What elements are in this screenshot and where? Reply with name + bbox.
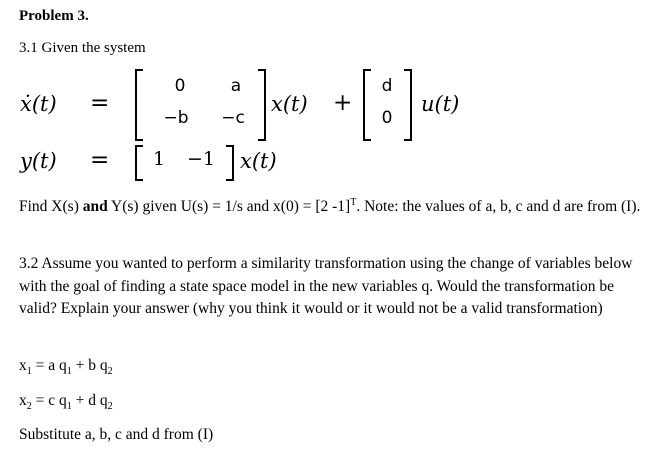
output-lhs: y(t) (20, 149, 57, 173)
matrix-b-left-bracket (363, 69, 371, 141)
matrix-c-left-bracket (135, 145, 143, 181)
plus-sign: + (333, 90, 353, 116)
matrix-b-cell-1: d (381, 76, 393, 96)
output-equals-sign: = (90, 147, 110, 173)
section-3-2-paragraph: 3.2 Assume you wanted to perform a similarity transformation using the change of variables below with the goal of finding a state space model in the new variables q. Would the transformation be valid? Explain your answer (why you think it would or it would not be a valid transformation) (19, 255, 633, 317)
state-x-term: x(t) (271, 92, 308, 116)
matrix-a-cell-12: a (230, 76, 242, 96)
matrix-c-right-bracket (226, 145, 234, 181)
state-equals-sign: = (90, 90, 110, 116)
matrix-c-cell-1: 1 (153, 148, 166, 170)
substitute-line: Substitute a, b, c and d from (I) (19, 426, 214, 443)
matrix-b-right-bracket (404, 69, 412, 141)
find-paragraph: Find X(s) and Y(s) given U(s) = 1/s and x(0) = [2 -1]$^T$. Note: the values of a, b, c and d are from (I). (19, 196, 641, 215)
output-x-term: x(t) (240, 149, 277, 173)
matrix-a-cell-22: −c (221, 108, 245, 128)
matrix-a-left-bracket (135, 69, 143, 141)
matrix-a-cell-11: 0 (174, 76, 186, 96)
transform-equation-1: $x_1 = a$ $q_1 + b$ $q_2$ (19, 357, 113, 378)
transform-equation-2: $x_2 = c$ $q_1 + d$ $q_2$ (19, 392, 113, 413)
section-3-1-heading: 3.1 Given the system (19, 40, 146, 56)
matrix-b-cell-2: 0 (381, 108, 393, 128)
problem-title: Problem 3. (19, 8, 89, 24)
matrix-a-right-bracket (258, 69, 266, 141)
state-derivative-lhs: ẋ(t) (20, 92, 57, 116)
matrix-c-cell-2: −1 (187, 148, 216, 170)
matrix-a-cell-21: −b (163, 108, 189, 128)
input-u-term: u(t) (421, 92, 460, 116)
